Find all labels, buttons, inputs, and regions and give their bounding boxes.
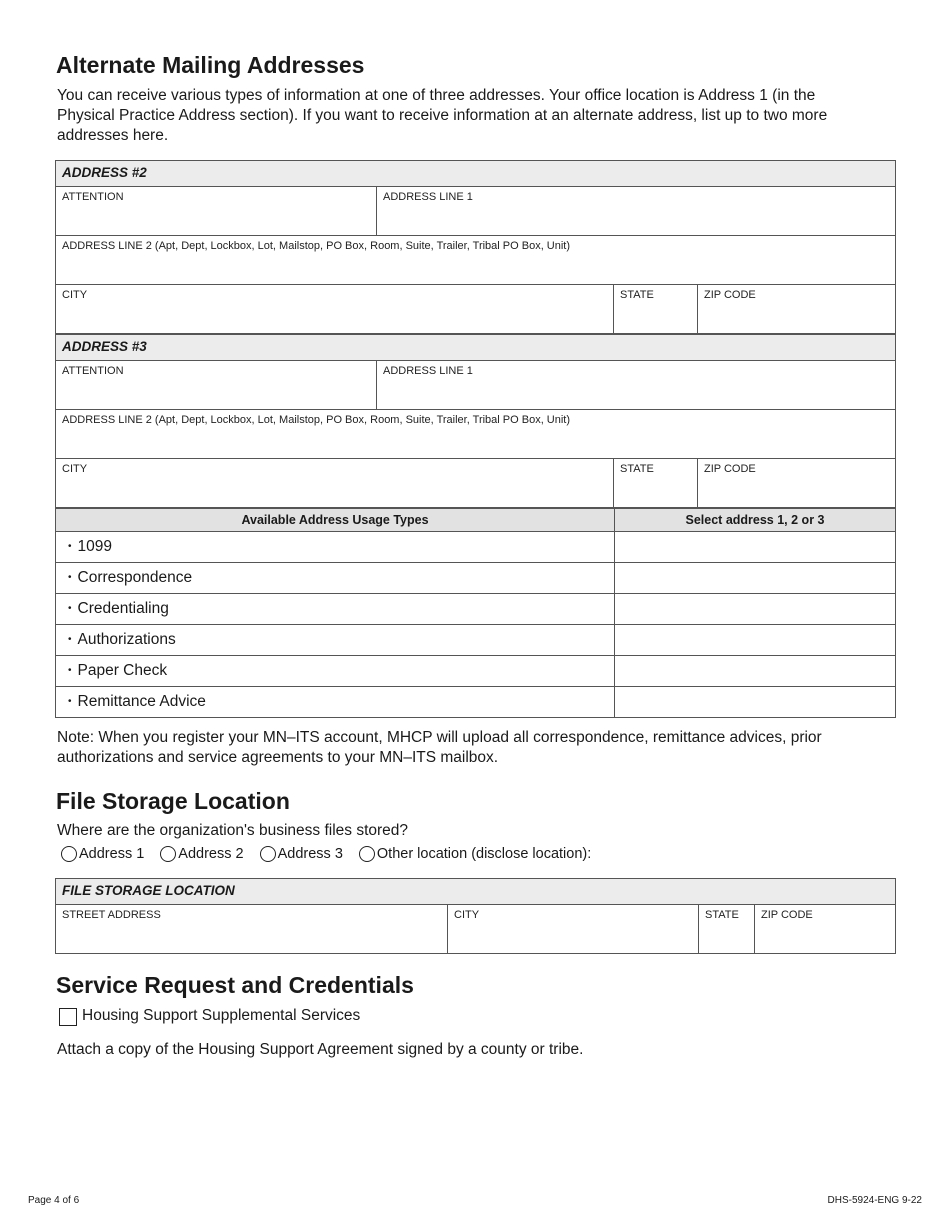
radio-other-location[interactable] (359, 846, 591, 862)
usage-type-cell (56, 594, 615, 625)
address-2-line2-input[interactable] (56, 256, 895, 278)
alternate-addresses-intro: You can receive various types of information at one of three addresses. Your office location is Address 1 (in the Physical Practice Address section). If you want to receive information at an alternate address, list up to two more addresses here. (57, 87, 828, 144)
address-3-line2-cell (56, 410, 896, 459)
radio-address-1[interactable] (61, 846, 144, 862)
usage-type-label: 1099 (77, 538, 112, 555)
address-line-2-label: ADDRESS LINE 2 (Apt, Dept, Lockbox, Lot, Mailstop, PO Box, Room, Suite, Trailer, Tribal PO Box, Unit) (62, 414, 571, 426)
address-2-attention-input[interactable] (56, 207, 376, 229)
address-3-state-cell (614, 459, 698, 508)
address-3-table (55, 334, 896, 508)
file-storage-options (61, 846, 607, 862)
file-storage-street-input[interactable] (56, 925, 447, 947)
usage-row (56, 594, 896, 625)
address-line-1-label: ADDRESS LINE 1 (383, 191, 473, 203)
address-2-line1-cell (377, 187, 896, 236)
usage-type-label: Remittance Advice (77, 693, 206, 710)
usage-select-cell (615, 656, 896, 687)
file-storage-zip-input[interactable] (755, 925, 895, 947)
city-label: CITY (62, 289, 88, 301)
file-storage-state-cell (699, 905, 755, 954)
service-request-title: Service Request and Credentials (56, 972, 414, 998)
usage-select-cell (615, 625, 896, 656)
radio-circle-icon[interactable] (260, 846, 276, 862)
address-2-line1-input[interactable] (377, 207, 895, 229)
radio-circle-icon[interactable] (160, 846, 176, 862)
address-line-2-label: ADDRESS LINE 2 (Apt, Dept, Lockbox, Lot, Mailstop, PO Box, Room, Suite, Trailer, Tribal PO Box, Unit) (62, 240, 571, 252)
usage-select-cell (615, 594, 896, 625)
bullet: • (68, 665, 72, 676)
usage-row (56, 687, 896, 718)
form-id: DHS-5924-ENG 9-22 (827, 1195, 922, 1206)
zip-label: ZIP CODE (761, 909, 813, 921)
usage-row (56, 656, 896, 687)
address-3-zip-cell (698, 459, 896, 508)
usage-select-input[interactable] (615, 594, 895, 624)
usage-select-input[interactable] (615, 532, 895, 562)
address-2-attention-cell (56, 187, 377, 236)
address-line-1-label: ADDRESS LINE 1 (383, 365, 473, 377)
file-storage-street-cell (56, 905, 448, 954)
address-3-line2-input[interactable] (56, 430, 895, 452)
file-storage-table (55, 878, 896, 954)
state-label: STATE (620, 289, 654, 301)
address-2-city-cell (56, 285, 614, 334)
file-storage-question: Where are the organization's business files stored? (57, 822, 409, 839)
usage-select-input[interactable] (615, 563, 895, 593)
radio-address-3[interactable] (260, 846, 343, 862)
address-2-state-input[interactable] (614, 305, 697, 327)
attach-agreement-note: Attach a copy of the Housing Support Agreement signed by a county or tribe. (57, 1041, 584, 1058)
bullet: • (68, 696, 72, 707)
usage-type-cell (56, 625, 615, 656)
usage-select-input[interactable] (615, 656, 895, 686)
bullet: • (68, 541, 72, 552)
usage-select-cell (615, 532, 896, 563)
usage-select-input[interactable] (615, 625, 895, 655)
usage-select-cell (615, 563, 896, 594)
usage-type-label: Credentialing (77, 600, 169, 617)
zip-label: ZIP CODE (704, 463, 756, 475)
address-3-city-cell (56, 459, 614, 508)
file-storage-header: FILE STORAGE LOCATION (56, 879, 896, 905)
housing-support-checkbox[interactable] (59, 1008, 77, 1026)
file-storage-city-input[interactable] (448, 925, 698, 947)
select-address-column-header: Select address 1, 2 or 3 (615, 509, 896, 532)
usage-select-input[interactable] (615, 687, 895, 717)
file-storage-zip-cell (755, 905, 896, 954)
usage-select-cell (615, 687, 896, 718)
radio-label: Address 3 (277, 846, 343, 862)
mn-its-note: Note: When you register your MN–ITS account, MHCP will upload all correspondence, remittance advices, prior authorizations and service agreements to your MN–ITS mailbox. (57, 729, 822, 766)
address-3-state-input[interactable] (614, 479, 697, 501)
radio-label: Address 2 (178, 846, 244, 862)
address-2-header: ADDRESS #2 (56, 161, 896, 187)
usage-type-label: Correspondence (77, 569, 193, 586)
bullet: • (68, 634, 72, 645)
alternate-addresses-title: Alternate Mailing Addresses (56, 52, 365, 78)
address-2-line2-cell (56, 236, 896, 285)
address-3-zip-input[interactable] (698, 479, 895, 501)
address-2-table (55, 160, 896, 334)
address-3-attention-cell (56, 361, 377, 410)
address-2-zip-input[interactable] (698, 305, 895, 327)
state-label: STATE (705, 909, 739, 921)
usage-type-cell (56, 687, 615, 718)
file-storage-city-cell (448, 905, 699, 954)
radio-address-2[interactable] (160, 846, 243, 862)
radio-circle-icon[interactable] (61, 846, 77, 862)
bullet: • (68, 572, 72, 583)
housing-support-checkbox-label: Housing Support Supplemental Services (82, 1007, 361, 1024)
usage-type-label: Paper Check (77, 662, 168, 679)
file-storage-state-input[interactable] (699, 925, 754, 947)
address-3-city-input[interactable] (56, 479, 613, 501)
usage-type-label: Authorizations (77, 631, 176, 648)
street-address-label: STREET ADDRESS (62, 909, 161, 921)
zip-label: ZIP CODE (704, 289, 756, 301)
city-label: CITY (62, 463, 88, 475)
city-label: CITY (454, 909, 480, 921)
usage-types-column-header: Available Address Usage Types (56, 509, 615, 532)
bullet: • (68, 603, 72, 614)
address-3-attention-input[interactable] (56, 381, 376, 403)
page-number: Page 4 of 6 (28, 1195, 80, 1206)
address-3-line1-input[interactable] (377, 381, 895, 403)
usage-row (56, 625, 896, 656)
address-2-state-cell (614, 285, 698, 334)
usage-row (56, 563, 896, 594)
address-2-city-input[interactable] (56, 305, 613, 327)
state-label: STATE (620, 463, 654, 475)
file-storage-title: File Storage Location (56, 788, 290, 814)
usage-type-cell (56, 563, 615, 594)
address-3-header: ADDRESS #3 (56, 335, 896, 361)
radio-label: Other location (disclose location): (376, 846, 592, 862)
usage-types-table (55, 508, 896, 718)
address-3-line1-cell (377, 361, 896, 410)
attention-label: ATTENTION (62, 191, 124, 203)
usage-type-cell (56, 656, 615, 687)
usage-row (56, 532, 896, 563)
address-2-zip-cell (698, 285, 896, 334)
usage-type-cell (56, 532, 615, 563)
radio-circle-icon[interactable] (359, 846, 375, 862)
attention-label: ATTENTION (62, 365, 124, 377)
radio-label: Address 1 (79, 846, 145, 862)
